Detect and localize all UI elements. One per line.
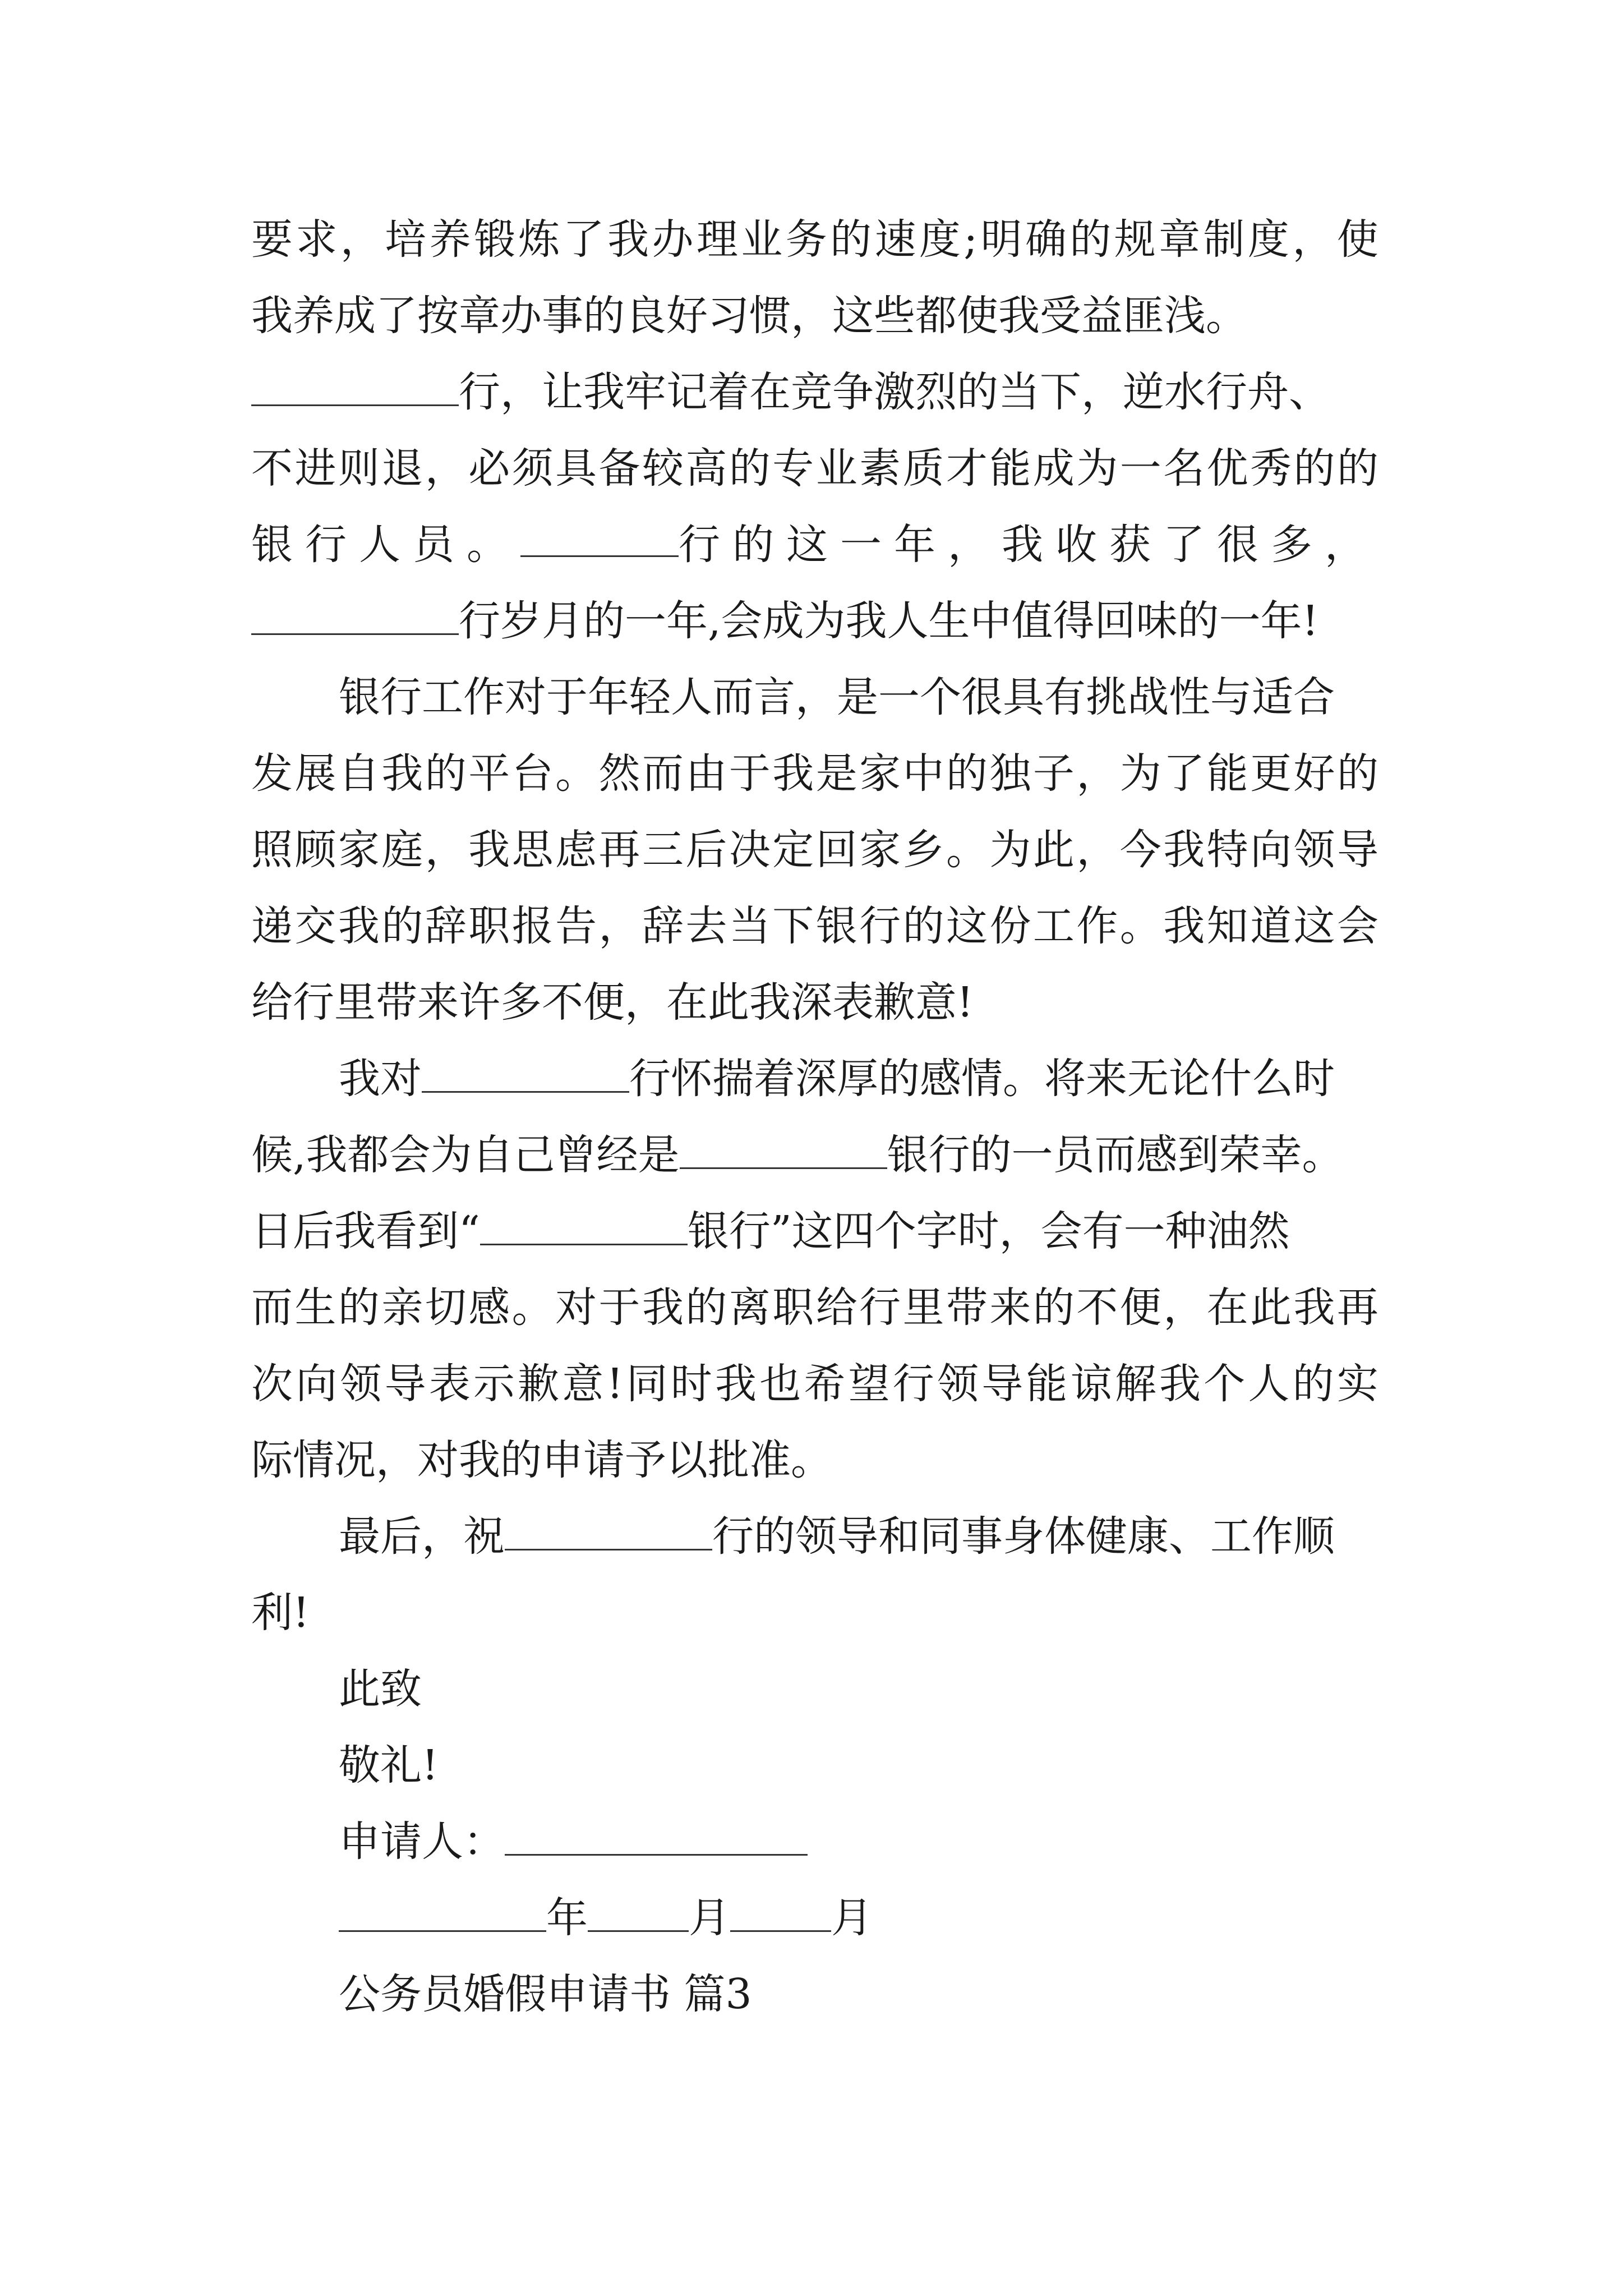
glyph: 的 — [381, 902, 423, 950]
glyph: 培 — [385, 215, 427, 264]
glyph: 我 — [468, 826, 510, 874]
glyph: 要 — [251, 215, 293, 264]
glyph: ， — [340, 215, 382, 264]
glyph: 然 — [598, 749, 640, 798]
glyph: 业 — [815, 444, 857, 493]
glyph: 的 — [1336, 444, 1378, 493]
line-text: 候,我都会为自己曾经是 — [251, 1131, 680, 1179]
year-label: 年 — [546, 1894, 588, 1942]
glyph: 养 — [429, 215, 471, 264]
glyph: 我 — [714, 1360, 757, 1408]
line-text: 最后，祝 — [339, 1512, 505, 1561]
next-section-title — [339, 1969, 1378, 2019]
line-text: 公务员婚假申请书 篇3 — [339, 1970, 752, 2018]
glyph: 较 — [642, 444, 684, 493]
glyph: 于 — [728, 749, 771, 798]
glyph: 当 — [728, 902, 771, 950]
glyph: 交 — [294, 902, 336, 950]
glyph: 导 — [384, 1360, 426, 1408]
glyph: 解 — [1114, 1360, 1156, 1408]
glyph: 为 — [989, 826, 1031, 874]
text-line-14 — [251, 1206, 1378, 1257]
glyph: 才 — [946, 444, 988, 493]
glyph: 这 — [1293, 902, 1335, 950]
glyph: 具 — [555, 444, 597, 493]
glyph: 专 — [772, 444, 814, 493]
glyph: 这 — [946, 902, 988, 950]
justified-text — [251, 443, 1378, 494]
glyph: 知 — [1206, 902, 1248, 950]
text-line-13 — [251, 1130, 1378, 1180]
glyph: 。 — [1119, 902, 1161, 950]
glyph: ， — [1163, 1283, 1205, 1332]
glyph: 名 — [1163, 444, 1205, 493]
glyph: 求 — [296, 215, 338, 264]
glyph: 家 — [859, 749, 901, 798]
glyph: 递 — [251, 902, 293, 950]
glyph: 歉 — [518, 1360, 560, 1408]
fill-blank — [251, 369, 459, 406]
day-blank — [730, 1894, 831, 1932]
glyph: 展 — [294, 749, 336, 798]
glyph: 平 — [468, 749, 510, 798]
glyph: 的 — [1032, 1283, 1075, 1332]
text-line-15 — [251, 1282, 1378, 1333]
glyph: 望 — [848, 1360, 890, 1408]
glyph: 希 — [804, 1360, 846, 1408]
glyph: 人 — [1248, 1360, 1290, 1408]
glyph: 一 — [1119, 444, 1161, 493]
glyph: 我 — [1293, 1283, 1335, 1332]
glyph: 三 — [642, 826, 684, 874]
glyph: 而 — [251, 1283, 293, 1332]
glyph: 实 — [1336, 1360, 1378, 1408]
day-label: 月 — [831, 1894, 873, 1942]
glyph: 。 — [511, 1283, 554, 1332]
text-line-6 — [251, 596, 1378, 646]
line-text: 日后我看到“ — [251, 1207, 480, 1255]
applicant-label: 申请人： — [339, 1818, 505, 1866]
text-line-11 — [251, 977, 1378, 1028]
glyph: 会 — [1336, 902, 1378, 950]
glyph: 表 — [428, 1360, 471, 1408]
glyph: 度 — [919, 215, 961, 264]
glyph: 是 — [815, 749, 857, 798]
glyph: 须 — [511, 444, 554, 493]
glyph: 使 — [1336, 215, 1378, 264]
fill-blank — [680, 1131, 887, 1169]
glyph: 我 — [772, 749, 814, 798]
glyph: 个 — [1204, 1360, 1246, 1408]
glyph: 务 — [785, 215, 827, 264]
fill-blank — [422, 1055, 629, 1093]
glyph: 办 — [652, 215, 694, 264]
glyph: 示 — [473, 1360, 515, 1408]
glyph: 度 — [1247, 215, 1289, 264]
glyph: 决 — [728, 826, 771, 874]
glyph: 为 — [1119, 749, 1161, 798]
fill-blank — [251, 597, 459, 635]
glyph: 后 — [685, 826, 727, 874]
glyph: ， — [1076, 749, 1118, 798]
line-text: 银行”这四个字时，会有一种油然 — [687, 1207, 1290, 1255]
glyph: 能 — [989, 444, 1031, 493]
glyph: 更 — [1250, 749, 1292, 798]
glyph: 的 — [830, 215, 872, 264]
glyph: 庭 — [381, 826, 423, 874]
glyph: 的 — [338, 1283, 380, 1332]
glyph: 生 — [294, 1283, 336, 1332]
glyph: 理 — [696, 215, 738, 264]
glyph: 我 — [642, 1283, 684, 1332]
glyph: 素 — [859, 444, 901, 493]
glyph: 由 — [685, 749, 727, 798]
glyph: 向 — [1250, 826, 1292, 874]
line-text: 行岁月的一年,会成为我人生中值得回味的一年! — [459, 597, 1319, 645]
text-line-12 — [339, 1053, 1378, 1104]
glyph: 我 — [1163, 902, 1205, 950]
justified-text — [251, 1359, 1378, 1409]
line-text: 行的领导和同事身体健康、工作顺 — [712, 1512, 1335, 1561]
line-text: 银行工作对于年轻人而言，是一个很具有挑战性与适合 — [339, 673, 1335, 721]
text-line-17 — [251, 1435, 1378, 1485]
justified-text — [251, 1282, 1378, 1333]
glyph: 章 — [1159, 215, 1201, 264]
glyph: 家 — [338, 826, 380, 874]
glyph: 中 — [902, 749, 944, 798]
glyph: 工 — [1032, 902, 1075, 950]
year-blank — [339, 1894, 546, 1932]
glyph: 离 — [728, 1283, 771, 1332]
glyph: 职 — [772, 1283, 814, 1332]
glyph: 的 — [1069, 215, 1112, 264]
glyph: 。 — [555, 749, 597, 798]
text-line-8 — [251, 748, 1378, 799]
glyph: 对 — [555, 1283, 597, 1332]
glyph: 定 — [772, 826, 814, 874]
glyph: 带 — [946, 1283, 988, 1332]
glyph: 照 — [251, 826, 293, 874]
glyph: 里 — [902, 1283, 944, 1332]
glyph: 制 — [1203, 215, 1245, 264]
glyph: 优 — [1206, 444, 1248, 493]
glyph: 高 — [685, 444, 727, 493]
glyph: 意 — [562, 1360, 604, 1408]
glyph: 此 — [1250, 1283, 1292, 1332]
glyph: 领 — [1293, 826, 1335, 874]
line-text: 银行的一员而感到荣幸。 — [887, 1131, 1344, 1179]
glyph: 不 — [1076, 1283, 1118, 1332]
glyph: 自 — [338, 749, 380, 798]
glyph: 的 — [946, 749, 988, 798]
line-text: 行怀揣着深厚的感情。将来无论什么时 — [629, 1055, 1335, 1103]
glyph: 了 — [562, 215, 605, 264]
glyph: 下 — [772, 902, 814, 950]
glyph: 的 — [728, 444, 771, 493]
glyph: 的 — [902, 902, 944, 950]
glyph: 便 — [1119, 1283, 1161, 1332]
glyph: 。 — [946, 826, 988, 874]
closing-regards — [339, 1740, 1378, 1791]
line-text: 我养成了按章办事的良好习惯，这些都使我受益匪浅。 — [251, 292, 1247, 340]
glyph: 明 — [980, 215, 1022, 264]
fill-blank — [480, 1208, 688, 1245]
glyph: 了 — [1163, 749, 1205, 798]
date-line — [339, 1893, 1378, 1943]
text-line-16 — [251, 1359, 1378, 1409]
glyph: 我 — [1163, 826, 1205, 874]
glyph: 能 — [1206, 749, 1248, 798]
glyph: 亲 — [381, 1283, 423, 1332]
justified-text — [251, 825, 1378, 875]
glyph: 的 — [1336, 749, 1378, 798]
glyph: ; — [963, 215, 978, 264]
line-text: 我对 — [339, 1055, 422, 1103]
glyph: 也 — [759, 1360, 801, 1408]
glyph: ， — [1292, 215, 1334, 264]
glyph: ， — [425, 826, 467, 874]
glyph: 炼 — [518, 215, 560, 264]
glyph: 银 — [815, 902, 857, 950]
text-line-7 — [339, 672, 1378, 723]
glyph: 辞 — [425, 902, 467, 950]
glyph: 发 — [251, 749, 293, 798]
glyph: 台 — [511, 749, 554, 798]
glyph: 谅 — [1070, 1360, 1112, 1408]
line-text: 际情况，对我的申请予以批准。 — [251, 1436, 832, 1484]
glyph: 则 — [338, 444, 380, 493]
month-label: 月 — [689, 1894, 730, 1942]
glyph: 切 — [425, 1283, 467, 1332]
glyph: 秀 — [1250, 444, 1292, 493]
glyph: ， — [1076, 826, 1118, 874]
glyph: 子 — [1032, 749, 1075, 798]
glyph: 道 — [1250, 902, 1292, 950]
glyph: 领 — [340, 1360, 382, 1408]
applicant-blank — [505, 1818, 808, 1856]
glyph: 告 — [555, 902, 597, 950]
text-line-5 — [251, 519, 1378, 570]
glyph: 我 — [1159, 1360, 1201, 1408]
glyph: ! — [606, 1360, 624, 1408]
glyph: 进 — [294, 444, 336, 493]
glyph: 的 — [1292, 1360, 1334, 1408]
glyph: ， — [598, 902, 640, 950]
glyph: 而 — [642, 749, 684, 798]
glyph: 虑 — [555, 826, 597, 874]
text-line-9 — [251, 825, 1378, 875]
glyph: 报 — [511, 902, 554, 950]
glyph: 份 — [989, 902, 1031, 950]
glyph: 不 — [251, 444, 293, 493]
text-line-18 — [339, 1511, 1378, 1562]
glyph: ， — [425, 444, 467, 493]
justified-text — [251, 214, 1378, 265]
glyph: 能 — [1026, 1360, 1068, 1408]
month-blank — [588, 1894, 689, 1932]
glyph: 思 — [511, 826, 554, 874]
glyph: 在 — [1206, 1283, 1248, 1332]
glyph: 必 — [468, 444, 510, 493]
glyph: 特 — [1206, 826, 1248, 874]
applicant-line — [339, 1816, 1378, 1867]
glyph: 给 — [815, 1283, 857, 1332]
glyph: 向 — [296, 1360, 338, 1408]
glyph: 乡 — [902, 826, 944, 874]
text-line-1 — [251, 214, 1378, 265]
glyph: 同 — [626, 1360, 668, 1408]
glyph: 时 — [670, 1360, 712, 1408]
fill-blank — [505, 1513, 712, 1550]
justified-text — [251, 748, 1378, 799]
glyph: 作 — [1076, 902, 1118, 950]
glyph: 领 — [937, 1360, 979, 1408]
glyph: 我 — [338, 902, 380, 950]
text-line-3 — [251, 367, 1378, 417]
justified-text — [251, 901, 1378, 951]
glyph: 规 — [1114, 215, 1156, 264]
closing-salutation — [339, 1664, 1378, 1714]
line-text: 利! — [251, 1589, 310, 1637]
glyph: 去 — [685, 902, 727, 950]
line-text: 行的这一年，我收获了很多， — [679, 521, 1378, 569]
glyph: 辞 — [642, 902, 684, 950]
glyph: 回 — [815, 826, 857, 874]
glyph: 次 — [251, 1360, 293, 1408]
text-line-4 — [251, 443, 1378, 494]
fill-blank — [520, 519, 679, 557]
glyph: 我 — [381, 749, 423, 798]
glyph: 的 — [1293, 444, 1335, 493]
glyph: 导 — [1336, 826, 1378, 874]
glyph: 我 — [607, 215, 649, 264]
glyph: 再 — [1336, 1283, 1378, 1332]
glyph: 为 — [1076, 444, 1118, 493]
glyph: 再 — [598, 826, 640, 874]
line-text: 此致 — [339, 1665, 422, 1713]
glyph: 行 — [892, 1360, 934, 1408]
glyph: 职 — [468, 902, 510, 950]
line-text: 给行里带来许多不便，在此我深表歉意! — [251, 978, 974, 1027]
glyph: 导 — [981, 1360, 1023, 1408]
glyph: 成 — [1032, 444, 1075, 493]
glyph: 质 — [902, 444, 944, 493]
text-line-10 — [251, 901, 1378, 951]
glyph: 感 — [468, 1283, 510, 1332]
glyph: 业 — [741, 215, 783, 264]
glyph: 锻 — [473, 215, 515, 264]
glyph: 行 — [859, 902, 901, 950]
text-line-19 — [251, 1588, 1378, 1638]
glyph: 确 — [1025, 215, 1067, 264]
glyph: 好 — [1293, 749, 1335, 798]
glyph: 的 — [685, 1283, 727, 1332]
line-text: 行，让我牢记着在竞争激烈的当下，逆水行舟、 — [459, 368, 1330, 416]
glyph: 顾 — [294, 826, 336, 874]
line-text: 银行人员。 — [251, 521, 520, 569]
glyph: 的 — [425, 749, 467, 798]
glyph: 家 — [859, 826, 901, 874]
line-text: 敬礼! — [339, 1741, 439, 1789]
glyph: 备 — [598, 444, 640, 493]
text-line-2 — [251, 291, 1378, 341]
glyph: 此 — [1032, 826, 1075, 874]
glyph: 速 — [874, 215, 916, 264]
glyph: 退 — [381, 444, 423, 493]
glyph: 行 — [859, 1283, 901, 1332]
glyph: 独 — [989, 749, 1031, 798]
glyph: 于 — [598, 1283, 640, 1332]
glyph: 今 — [1119, 826, 1161, 874]
glyph: 来 — [989, 1283, 1031, 1332]
